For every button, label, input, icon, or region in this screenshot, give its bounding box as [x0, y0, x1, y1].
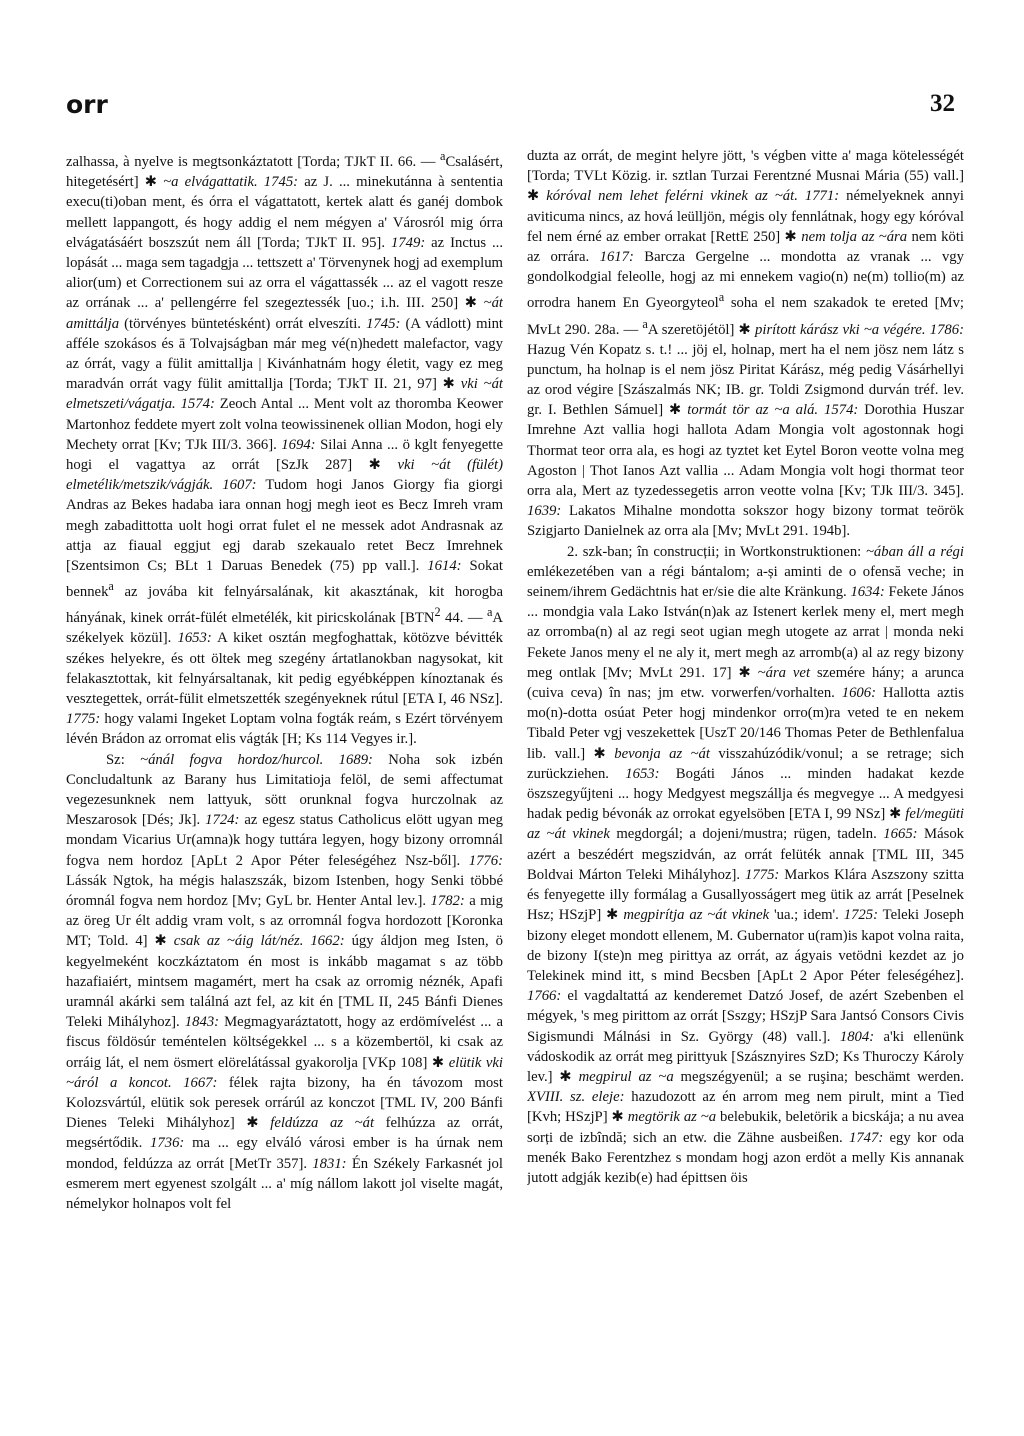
left-column [66, 146, 503, 1412]
right-column [527, 146, 964, 1412]
left-paragraph-1: zalhassa, à nyelve is megtsonkáztatott [Torda; TJkT II. 66. — $^a$Csalásért, hitegetésért] ✱ ~a elvágattatik. 1745: az J. ... minekutánna à sententia execu(ti)oban ment, és órra el vágattatott, kertek alatt és ganéj dombok mellett lappangott, és hogy addig el nem mégyen a' Városról mig órra elvágatásáért boszszút nem áll [Torda; TJkT II. 95]. 1749: az Inctus ... lopását ... maga sem tagadgja ... tettszett a' Törvenynek hogj ad exemplum alior(um) et Correctionem sui az orra el vágattassék ... az el vagott resze az orrának ... a' pellengérre fel szegeztessék [uo.; i.h. III. 250] ✱ ~át amittálja (törvényes büntetésként) orrát elveszíti. 1745: (A vádlott) mint afféle szokásos és ā Tolvajságban már meg vé(n)hedett malefactor, vagy az órrát, vagy a fülit amittallja | Kivánhatnám hogy életit, vagy ez meg maradván orrát vagy fülit amittallja [Torda; TJkT II. 21, 97] ✱ vki ~át elmetszeti/vágatja. 1574: Zeoch Antal ... Ment volt az thoromba Keower Martonhoz feddete myert zolt volna teowissinenek ollian Modon, hogi ely Mechety orrat [Kv; TJk III/3. 366]. 1694: Silai Anna ... ö kglt fenyegette hogi el vagattya az orrát [SzJk 287] ✱ vki ~át (fülét) elmetélik/metszik/vágják. 1607: Tudom hogi Janos Giorgy fia giorgi Andras az Bekes hadaba iara onnan hogj megh ieot es Becz Imreh vram megh zabadittotta uolt hogi orrat fulet el ne messek adot Andrasnak az attja az fiaual eggjut egj darab szekaualo retet Becz Imrehnek [Szentsimon Cs; BLt 1 Daruas Benedek (75) pp vall.]. 1614: Sokat bennek$^a$ az jovába kit felnyársalának, kit akasztának, kit horogba hányának, kinek orrát-fülét elmetélék, kit piricskolának [BTN$^2$ 44. — $^a$A székelyek közül]. 1653: A kiket osztán megfoghattak, kötözve bévitték székes helyekre, és ott öltek meg szegény ártatlanokban nagysokat, kit felakasztottak, kit felnyársaltanak, kit pedig egyébképpen kínoztanak és vesztegettek, orrát-fülit elmetszették szegényeknek rútul [ETA I, 46 NSz]. 1775: hogy valami Ingeket Loptam volna fogták reám, s Ezért törvényem lévén Brádon az orromat elis vágták [H; Ks 114 Vegyes ir.]. [66, 149, 503, 748]
running-headword: orr [66, 90, 108, 119]
page-number: 32 [930, 90, 955, 117]
right-paragraph-1: duzta az orrát, de megint helyre jött, 's végben vitte a' maga kötelességét [Torda; TVLt Közig. ir. sztlan Turzai Ferentzné Musnai Mária (55) vall.] ✱ kóróval nem lehet felérni vkinek az ~át. 1771: némelyeknek annyi aviticuma nincs, az hová leülljön, mégis oly fennlátnak, hogy egy kóróval fel nem érné az ember orrakat [RettE 250] ✱ nem tolja az ~ára nem köti az orrára. 1617: Barcza Gergelne ... mondotta az vranak ... vgy gondolkodgial feleolle, hogj az mi ennekem vagio(n) ne(m) tollio(m) az orrodra hanem En Gyeorgyteol$^a$ soha el nem szakadok te ereted [Mv; MvLt 290. 28a. — $^a$A szeretöjétöl] ✱ pirított kárász vki ~a végére. 1786: Hazug Vén Kopatz s. t.! ... jöj el, holnap, mert ha el nem jösz nem látz s punctum, ha holnap is el nem jösz Piritat Kárász, még pedig Vásárhellyi az orod végire [Szászalmás NK; IB. gr. Toldi Zsigmond durván tréf. lev. gr. I. Bethlen Sámuel] ✱ tormát tör az ~a alá. 1574: Dorothia Huszar Imrehne Azt vallia hogi hallota Adam Mongia volt agostonnak hogi Thormat teor orra ala, es hogi az tyztet ket Eytel Boron veotte volna meg Agoston | Thot Ianos Azt vallia ... Adam Mongia volt hogi thormat teor orra ala, Mert az tyzedessegetis arron veotte volna [Kv; TJk III/3. 345]. 1639: Lakatos Mihalne mondotta sokszor hogy bizony tormat teörök Szigjarto Danielnek az orra ala [Mv; MvLt 291. 194b]. [527, 148, 964, 540]
left-paragraph-2: Sz: ~ánál fogva hordoz/hurcol. 1689: Noha sok izbén Concludaltunk az Barany hus Limitatioja felöl, de semi affectumat vegezesunknek nem lattyuk, sött orunknal fogva hurczolnak az Meszarosok [Dés; Jk]. 1724: az egesz status Catholicus elött ugyan meg mondam Vicarius Ur(amna)k hogy tuttára legyen, hogy bizony orromnál fogva nem hordoz [ApLt 2 Apor Péter feleségéhez Nsz-ből]. 1776: Lássák Ngtok, ha mégis halaszszák, bizom Istenben, hogy Senki többé óromnál fogva nem hordoz [Mv; GyL br. Henter Antal lev.]. 1782: a mig az öreg Ur élt addig vram volt, s az orromnál fogva hordozott [Koronka MT; Told. 4] ✱ csak az ~áig lát/néz. 1662: úgy áldjon meg Isten, ö kegyelmeként koczkáztatom én most is inkább magamat s az több hazafiaiért, mintsem magamért, mert ha csak az orromig néznék, Apafi uramnál akárki sem találná azt fel, az kit én [TML II, 245 Bánfi Dienes Teleki Mihályhoz]. 1843: Megmagyaráztatott, hogy az erdömívelést ... a fiscus földösúr teméntelen költségekkel ... s a közembertöl, ki csak az orráig lát, el nem ösmert elörelátással gyakorolja [VKp 108] ✱ elütik vki ~áról a koncot. 1667: félek rajta bizony, ha én távozom most Kolozsvártúl, elütik sok peresek orrárúl az konczot [TML IV, 200 Bánfi Dienes Teleki Mihályhoz] ✱ feldúzza az ~át felhúzza az orrát, megsértődik. 1736: ma ... egy elváló városi ember is ha úrnak nem mondod, feldúzza az orrát [MetTr 357]. 1831: Én Székely Farkasnét jol esmerem mert egyenest szolgált ... a' míg nállom lakott jol viselte magát, némelykor holnapos volt fel [66, 751, 503, 1213]
right-paragraph-2: 2. szk-ban; în construcții; in Wortkonstruktionen: ~ában áll a régi emlékezetében van a régi bántalom; a-și aminti de o ofensă veche; in seinem/ihrem Gedächtnis hat er/sie die alte Kränkung. 1634: Fekete János ... mondgia vala Lako István(n)ak az Istenert kerlek meny el, mert megh az orromba(n) al az regi seot ugian megh utogete az arrat | monda neki Fekete Janos meny el ne aly it, mert megh az arromb(a) al az regy bizony meg ontlak [Mv; MvLt 291. 17] ✱ ~ára vet szemére hány; a arunca (cuiva ceva) în nas; jm etw. vorwerfen/vorhalten. 1606: Hallotta aztis mo(n)-dotta osúat Peter hogj mindenkor orro(m)ra veted te en nekem Tibald Peter vgj veszekettek [UszT 20/146 Thomas Peter de Bethlenfalua lib. vall.] ✱ bevonja az ~át visszahúzódik/vonul; a se retrage; sich zurückziehen. 1653: Bogáti János ... minden hadakat kezde öszszegyűjteni ... hogy Medgyest megszállja és megvegye ... A medgyesi hadak pedig bévonák az orrokat egyelsöben [ETA I, 99 NSz] ✱ fel/megüti az ~át vkinek megdorgál; a dojeni/mustra; rügen, tadeln. 1665: Mások azért a beszédért megszidván, az orrát felüték annak [TML III, 345 Boldvai Márton Teleki Mihályhoz]. 1775: Markos Klára Aszszony szitta és fenyegette illy formálag a Gusallyosságert meg ütik az arrát [Peselnek Hsz; HSzjP] ✱ megpirítja az ~át vkinek 'ua.; idem'. 1725: Teleki Joseph bizony eleget mondott ellenem, M. Gubernator u(ram)is kapot volna raita, de bizony I(ste)n meg pirittya az orrát, az ágyais vetödni kezdet az jo Telekinek mind itt, s mind Becsben [ApLt 2 Apor Péter feleségéhez]. 1766: el vagdaltattá az kenderemet Datzó Josef, de azért Szebenben el mégyek, 's meg pirittom az orrát [Sszgy; HSzjP Sara Jantsó Consors Civis Sigismundi Málnási in Sz. György (48) vall.]. 1804: a'ki ellenünk vádoskodik az orrát meg pirittyuk [Szásznyires SzD; Ks Thuroczy Károly lev.] ✱ megpirul az ~a megszégyenül; a se ruşina; beschämt werden. XVIII. sz. eleje: hazudozott az én arrom meg nem pirult, mint a Tied [Kvh; HSzjP] ✱ megtörik az ~a belebukik, beletörik a bicskája; a nu avea sorți de izbîndă; sich an etw. die Zähne ausbeißen. 1747: egy kor oda menék Bako Ferentzhez s mondam hogj azon erdöt a melly Kis annanak jutott adgják kezib(e) had épittsen öis [527, 543, 964, 1186]
